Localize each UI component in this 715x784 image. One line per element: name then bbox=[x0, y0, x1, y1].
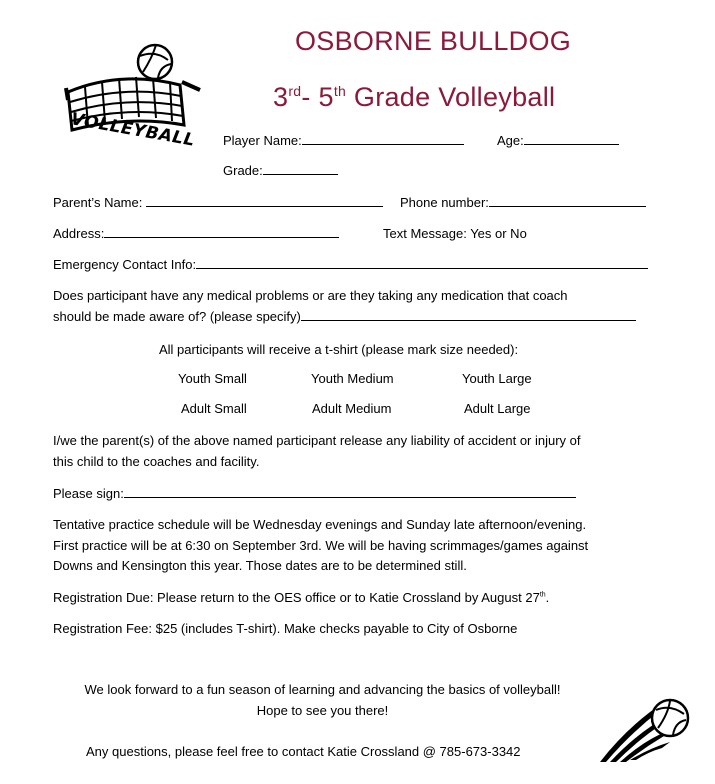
age-field[interactable] bbox=[497, 133, 619, 148]
text-message-option[interactable]: Text Message: Yes or No bbox=[383, 226, 527, 241]
medical-label: should be made aware of? (please specify) bbox=[53, 309, 301, 324]
subtitle-sup-rd: rd bbox=[288, 83, 302, 99]
footer-line1: We look forward to a fun season of learning and advancing the basics of volleyball! bbox=[84, 682, 561, 697]
signature-field[interactable] bbox=[53, 486, 576, 501]
player-name-field[interactable] bbox=[223, 133, 464, 148]
medical-question-line1: Does participant have any medical problems or are they taking any medication that coach bbox=[53, 288, 568, 303]
tshirt-heading: All participants will receive a t-shirt (please mark size needed): bbox=[159, 342, 519, 357]
signature-line[interactable] bbox=[124, 486, 576, 498]
phone-field[interactable] bbox=[400, 195, 646, 210]
medical-line[interactable] bbox=[301, 309, 636, 321]
subtitle-dash: - 5 bbox=[301, 82, 334, 112]
release-line1: I/we the parent(s) of the above named participant release any liability of accident or injury of bbox=[53, 433, 581, 448]
size-adult-medium[interactable]: Adult Medium bbox=[312, 401, 392, 416]
address-line[interactable] bbox=[104, 226, 339, 238]
page-title: OSBORNE BULLDOG bbox=[295, 26, 572, 56]
registration-due-end: . bbox=[545, 590, 550, 605]
phone-label: Phone number: bbox=[400, 195, 489, 210]
schedule-line2: First practice will be at 6:30 on September 3rd. We will be having scrimmages/games against bbox=[53, 538, 589, 553]
subtitle-rest: Grade Volleyball bbox=[346, 82, 556, 112]
grade-line[interactable] bbox=[263, 163, 338, 175]
parent-name-label: Parent’s Name: bbox=[53, 195, 143, 210]
size-youth-medium[interactable]: Youth Medium bbox=[311, 371, 394, 386]
volleyball-net-logo bbox=[60, 30, 210, 160]
address-label: Address: bbox=[53, 226, 105, 241]
player-name-line[interactable] bbox=[302, 133, 464, 145]
age-line[interactable] bbox=[524, 133, 619, 145]
registration-due bbox=[53, 590, 549, 605]
grade-field[interactable] bbox=[223, 163, 338, 178]
footer-line2: Hope to see you there! bbox=[256, 703, 389, 718]
player-name-label: Player Name: bbox=[223, 133, 302, 148]
registration-fee: Registration Fee: $25 (includes T-shirt). Make checks payable to City of Osborne bbox=[53, 621, 518, 636]
parent-name-field[interactable] bbox=[53, 195, 383, 210]
release-line2: this child to the coaches and facility. bbox=[53, 454, 260, 469]
size-adult-small[interactable]: Adult Small bbox=[181, 401, 247, 416]
medical-field[interactable] bbox=[53, 309, 636, 324]
size-youth-large[interactable]: Youth Large bbox=[462, 371, 532, 386]
subtitle-grade-start: 3 bbox=[273, 82, 289, 112]
age-label: Age: bbox=[497, 133, 524, 148]
address-field[interactable] bbox=[53, 226, 339, 241]
registration-due-sup: th bbox=[539, 591, 546, 599]
phone-line[interactable] bbox=[489, 195, 646, 207]
schedule-line1: Tentative practice schedule will be Wednesday evenings and Sunday late afternoon/evening. bbox=[53, 517, 587, 532]
schedule-line3: Downs and Kensington this year. Those dates are to be determined still. bbox=[53, 558, 467, 573]
signature-label: Please sign: bbox=[53, 486, 124, 501]
size-youth-small[interactable]: Youth Small bbox=[178, 371, 247, 386]
subtitle-sup-th: th bbox=[333, 83, 347, 99]
grade-label: Grade: bbox=[223, 163, 263, 178]
emergency-contact-field[interactable] bbox=[53, 257, 648, 272]
logo-text: VOLLEYBALL bbox=[69, 109, 197, 151]
parent-name-line[interactable] bbox=[146, 195, 383, 207]
size-adult-large[interactable]: Adult Large bbox=[464, 401, 531, 416]
page-subtitle bbox=[273, 82, 555, 113]
emergency-line[interactable] bbox=[196, 257, 648, 269]
emergency-label: Emergency Contact Info: bbox=[53, 257, 197, 272]
volleyball-icon bbox=[598, 688, 694, 768]
registration-due-text: Registration Due: Please return to the OES office or to Katie Crossland by August 27 bbox=[53, 590, 540, 605]
footer-contact: Any questions, please feel free to contact Katie Crossland @ 785-673-3342 bbox=[86, 744, 521, 759]
